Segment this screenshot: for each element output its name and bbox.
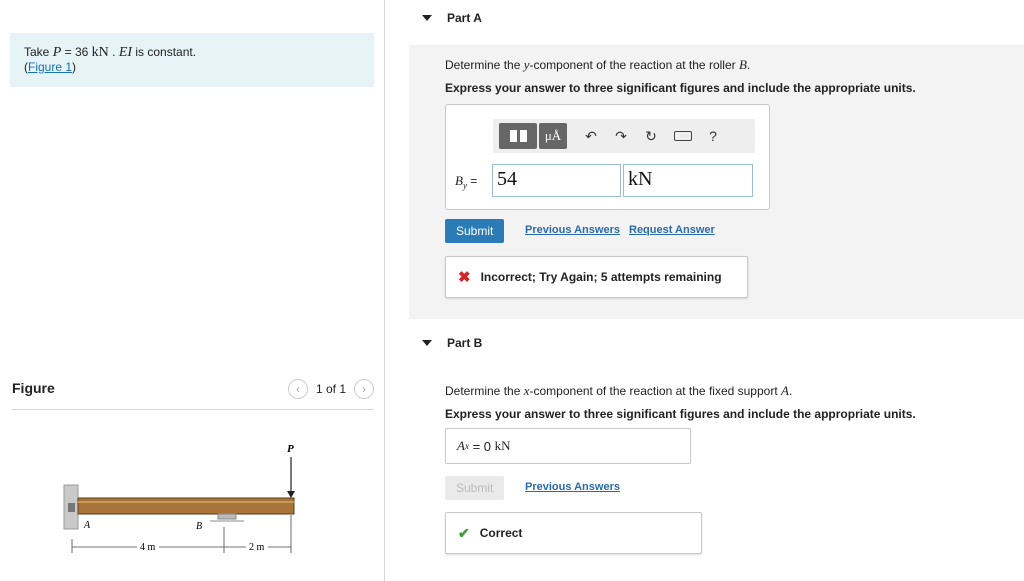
p-unit: kN bbox=[91, 45, 109, 60]
previous-answers-link[interactable]: Previous Answers bbox=[525, 224, 620, 236]
help-icon[interactable]: ? bbox=[709, 128, 717, 144]
value-input[interactable]: 54 bbox=[492, 164, 621, 197]
submit-button[interactable]: Submit bbox=[445, 219, 504, 243]
undo-icon[interactable]: ↶ bbox=[585, 127, 597, 144]
part-a-header[interactable] bbox=[386, 3, 1024, 33]
template-icon[interactable] bbox=[499, 123, 537, 149]
dim-right: 2 m bbox=[249, 542, 265, 553]
var-p: P bbox=[52, 45, 62, 60]
part-b-answer: A x = 0 kN bbox=[445, 428, 691, 464]
part-b-header[interactable] bbox=[386, 328, 1024, 358]
chevron-right-icon[interactable]: › bbox=[354, 379, 374, 399]
answer-box bbox=[445, 104, 770, 210]
chevron-left-icon[interactable]: ‹ bbox=[288, 379, 308, 399]
figure-header bbox=[12, 378, 374, 410]
reset-icon[interactable]: ↻ bbox=[645, 127, 657, 144]
answer-label: $B_y$ = bbox=[455, 173, 478, 191]
part-a-instructions: Express your answer to three significant figures and include the appropriate units. bbox=[445, 81, 916, 95]
label-b: B bbox=[196, 521, 203, 532]
label-p: P bbox=[287, 443, 294, 455]
keyboard-icon[interactable] bbox=[671, 125, 695, 147]
check-icon: ✔ bbox=[458, 524, 470, 541]
figure-title: Figure bbox=[12, 380, 55, 396]
p-value: = 36 bbox=[64, 45, 89, 59]
dim-left: 4 m bbox=[140, 542, 156, 553]
math-toolbar bbox=[493, 119, 755, 153]
part-a-question: Determine the y-component of the reaction at the roller B. bbox=[445, 57, 751, 72]
left-panel bbox=[0, 0, 385, 581]
part-b-question: Determine the x-component of the reaction at the fixed support A. bbox=[445, 383, 793, 398]
part-b-title: Part B bbox=[447, 336, 483, 350]
collapse-icon[interactable] bbox=[422, 340, 432, 346]
beam bbox=[78, 498, 294, 514]
figure-link[interactable]: Figure 1 bbox=[28, 60, 73, 74]
roller-support bbox=[218, 514, 236, 519]
request-answer-link[interactable]: Request Answer bbox=[629, 224, 715, 236]
units-button[interactable]: μÅ bbox=[539, 123, 567, 149]
right-panel bbox=[386, 0, 1024, 581]
part-b-instructions: Express your answer to three significant figures and include the appropriate units. bbox=[445, 407, 916, 421]
x-icon: ✖ bbox=[458, 269, 471, 286]
feedback-correct: ✔ Correct bbox=[445, 512, 702, 554]
var-ei: EI bbox=[118, 45, 133, 60]
problem-statement: Take P = 36 kN . EI is constant. (Figure 1) bbox=[10, 33, 374, 87]
submit-button-disabled: Submit bbox=[445, 476, 504, 500]
figure-pager bbox=[288, 379, 374, 399]
take-text: Take bbox=[24, 45, 50, 59]
constant-text: is constant. bbox=[135, 45, 197, 59]
part-a-title: Part A bbox=[447, 11, 482, 25]
feedback-incorrect: ✖ Incorrect; Try Again; 5 attempts remaining bbox=[445, 256, 748, 298]
redo-icon[interactable]: ↷ bbox=[615, 127, 627, 144]
beam-figure bbox=[50, 435, 310, 560]
wall-bolt bbox=[68, 503, 75, 512]
part-a-body bbox=[409, 45, 1024, 319]
units-input[interactable]: kN bbox=[623, 164, 753, 197]
collapse-icon[interactable] bbox=[422, 15, 432, 21]
pager-text: 1 of 1 bbox=[315, 382, 346, 396]
label-a: A bbox=[84, 520, 91, 531]
previous-answers-link[interactable]: Previous Answers bbox=[525, 481, 620, 493]
sep: . bbox=[112, 45, 116, 59]
part-b-body bbox=[409, 370, 1024, 576]
